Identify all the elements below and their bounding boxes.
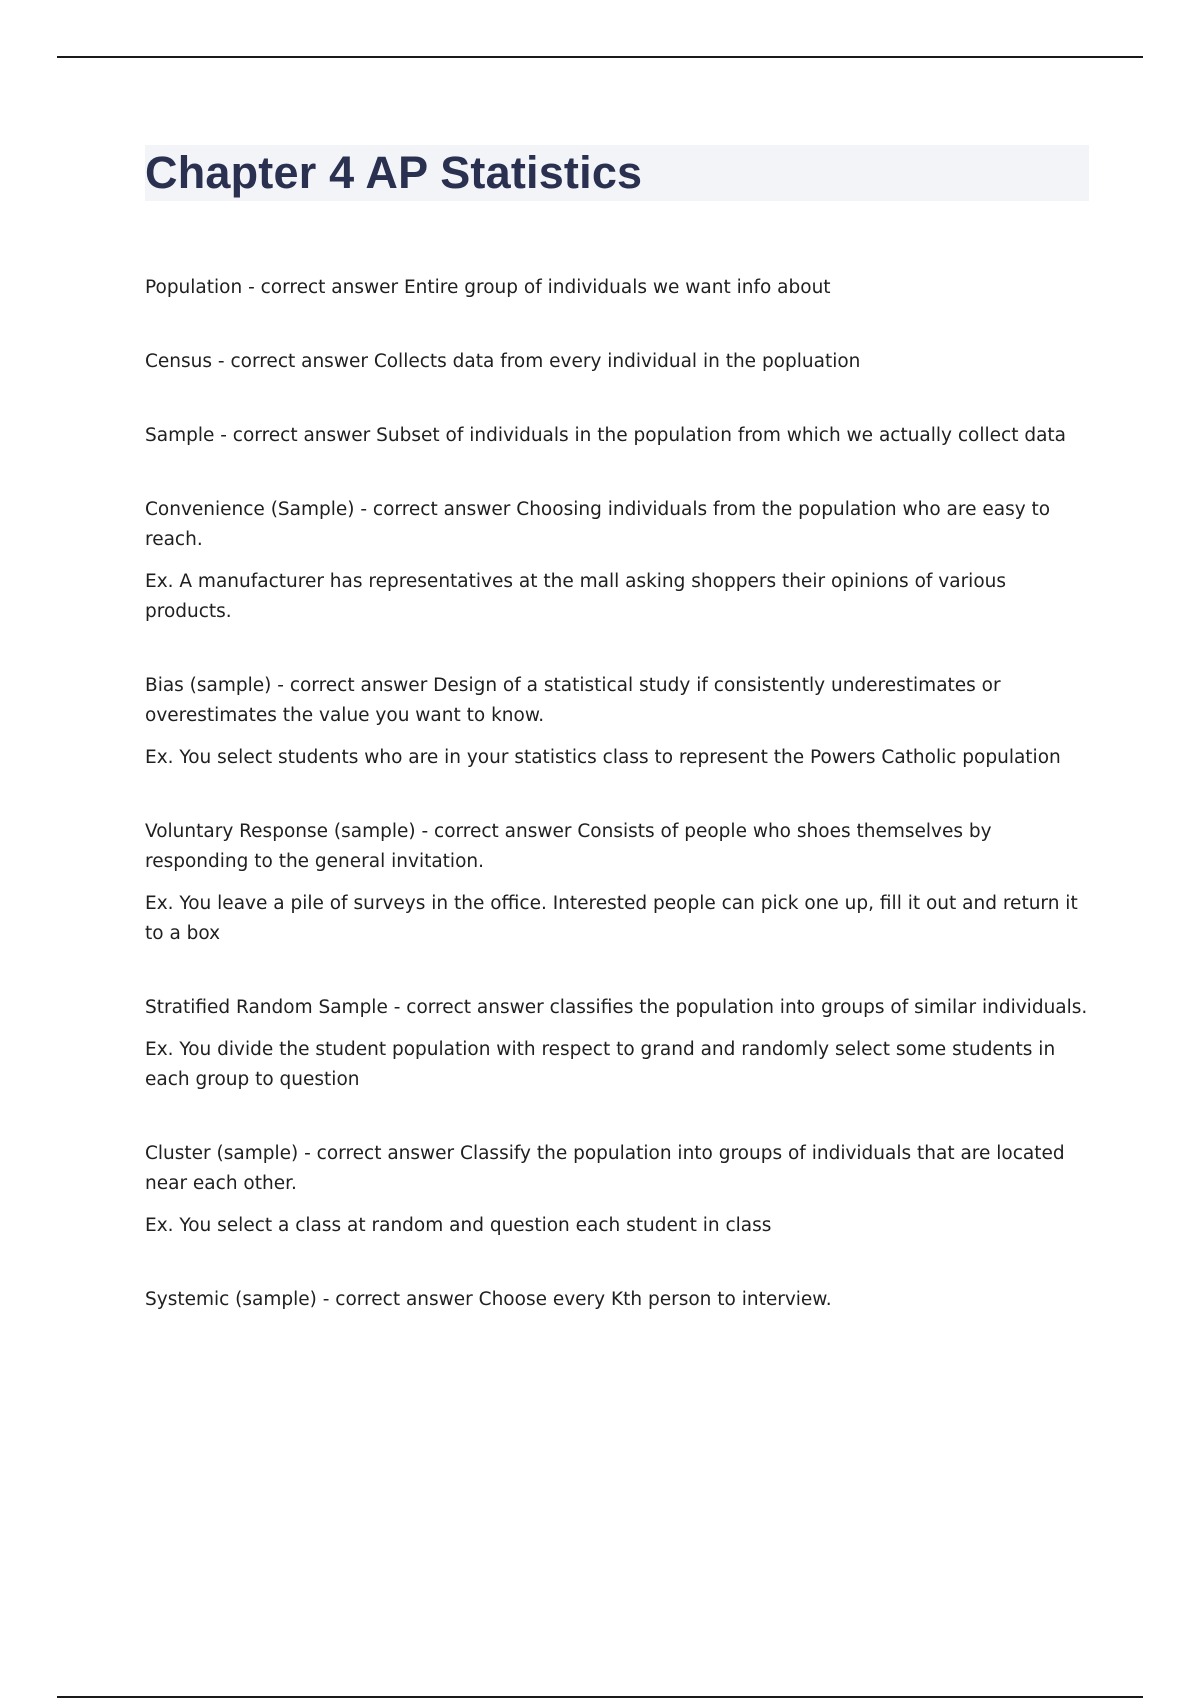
entry-definition: Bias (sample) - correct answer Design of a statistical study if consistently underestimates or overestimates the value you want to know.	[145, 675, 1001, 726]
entry-bias-sample	[145, 671, 1089, 773]
entry-population	[145, 273, 1089, 303]
entry-stratified-random-sample	[145, 993, 1089, 1095]
page-title: Chapter 4 AP Statistics	[145, 147, 643, 198]
document-page	[145, 145, 1089, 1359]
entry-definition: Systemic (sample) - correct answer Choose every Kth person to interview.	[145, 1289, 832, 1310]
entry-definition: Sample - correct answer Subset of individuals in the population from which we actually collect data	[145, 425, 1067, 446]
entry-definition: Census - correct answer Collects data from every individual in the popluation	[145, 351, 861, 372]
top-rule	[57, 56, 1143, 58]
entries-list	[145, 273, 1089, 1315]
entry-systemic-sample	[145, 1285, 1089, 1315]
bottom-rule	[57, 1696, 1143, 1698]
entry-example: Ex. You divide the student population with respect to grand and randomly select some students in each group to question	[145, 1039, 1056, 1090]
entry-definition: Convenience (Sample) - correct answer Choosing individuals from the population who are easy to reach.	[145, 499, 1051, 550]
entry-example: Ex. You select students who are in your statistics class to represent the Powers Catholic population	[145, 747, 1061, 768]
entry-definition: Stratified Random Sample - correct answer classifies the population into groups of similar individuals.	[145, 997, 1088, 1018]
entry-example: Ex. You leave a pile of surveys in the office. Interested people can pick one up, fill it out and return it to a box	[145, 893, 1078, 944]
entry-census	[145, 347, 1089, 377]
entry-cluster-sample	[145, 1139, 1089, 1241]
entry-example: Ex. A manufacturer has representatives at the mall asking shoppers their opinions of various products.	[145, 571, 1006, 622]
entry-voluntary-response	[145, 817, 1089, 949]
entry-definition: Population - correct answer Entire group of individuals we want info about	[145, 277, 831, 298]
title-band	[145, 145, 1089, 201]
entry-sample	[145, 421, 1089, 451]
entry-definition: Voluntary Response (sample) - correct answer Consists of people who shoes themselves by responding to the general invitation.	[145, 821, 992, 872]
entry-example: Ex. You select a class at random and question each student in class	[145, 1215, 772, 1236]
entry-convenience-sample	[145, 495, 1089, 627]
entry-definition: Cluster (sample) - correct answer Classify the population into groups of individuals that are located near each other.	[145, 1143, 1065, 1194]
